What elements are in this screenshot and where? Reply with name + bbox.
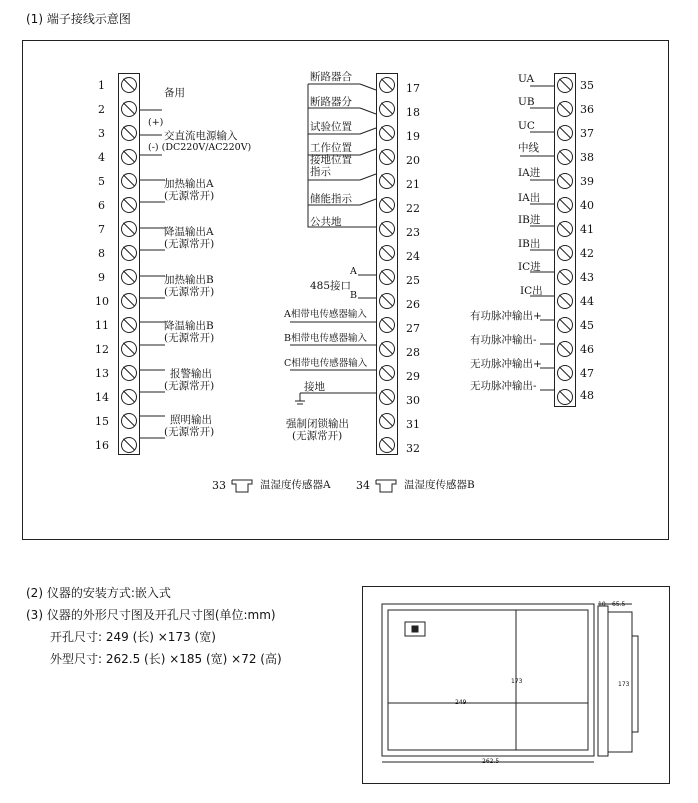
terminal-number: 2: [98, 103, 105, 116]
dim-flange: 10: [598, 601, 606, 608]
terminal-number: 13: [95, 367, 109, 380]
terminal-7: [119, 218, 139, 240]
terminal-1: [119, 74, 139, 96]
terminal-32: [377, 434, 397, 456]
label-b: B: [350, 290, 357, 301]
terminal-21: [377, 170, 397, 192]
dim-center-height: 173: [511, 678, 523, 685]
label-common: 公共地: [310, 216, 342, 228]
label-rs485: 485接口: [310, 280, 352, 292]
terminal-number: 3: [98, 127, 105, 140]
label-active-pulse-plus: 有功脉冲输出+: [470, 310, 542, 322]
terminal-22: [377, 194, 397, 216]
label-reactive-pulse-plus: 无功脉冲输出+: [470, 358, 542, 370]
terminal-20: [377, 146, 397, 168]
terminal-block-left: [118, 73, 140, 455]
terminal-number: 10: [95, 295, 109, 308]
terminal-number: 7: [98, 223, 105, 236]
terminal-number: 18: [406, 106, 420, 119]
label-no-source: (无源常开): [164, 238, 215, 250]
label-no-source: (无源常开): [164, 380, 215, 392]
terminal-47: [555, 362, 575, 384]
label-active-pulse-minus: 有功脉冲输出-: [470, 334, 537, 346]
terminal-number: 19: [406, 130, 420, 143]
terminal-number: 30: [406, 394, 420, 407]
terminal-27: [377, 314, 397, 336]
terminal-5: [119, 170, 139, 192]
terminal-25: [377, 266, 397, 288]
dim-depth: 65.5: [612, 601, 626, 608]
label-ib-out: IB出: [518, 238, 541, 250]
terminal-26: [377, 290, 397, 312]
terminal-13: [119, 362, 139, 384]
label-no-source: (无源常开): [164, 332, 215, 344]
terminal-number: 12: [95, 343, 109, 356]
label-ub: UB: [518, 96, 535, 108]
terminal-3: [119, 122, 139, 144]
terminal-number: 20: [406, 154, 420, 167]
terminal-number: 16: [95, 439, 109, 452]
sensor-a-label: 温湿度传感器A: [260, 479, 331, 491]
terminal-30: [377, 386, 397, 408]
terminal-number: 22: [406, 202, 420, 215]
dim-cutout-width: 249: [455, 699, 467, 706]
terminal-18: [377, 98, 397, 120]
terminal-number: 45: [580, 319, 594, 332]
wiring-heading: (1) 端子接线示意图: [26, 12, 131, 26]
label-ic-out: IC出: [520, 285, 543, 297]
label-work-pos: 工作位置: [310, 142, 352, 154]
terminal-44: [555, 290, 575, 312]
terminal-number: 46: [580, 343, 594, 356]
terminal-number: 42: [580, 247, 594, 260]
sensor-b-label: 温湿度传感器B: [404, 479, 475, 491]
terminal-48: [555, 386, 575, 408]
terminal-number: 28: [406, 346, 420, 359]
label-breaker-open: 断路器分: [310, 96, 352, 108]
label-lock-out: 强制闭锁输出: [286, 418, 349, 430]
terminal-45: [555, 314, 575, 336]
terminal-6: [119, 194, 139, 216]
terminal-9: [119, 266, 139, 288]
label-sensor-a: A相带电传感器输入: [284, 309, 367, 320]
label-ua: UA: [518, 73, 535, 85]
terminal-number: 43: [580, 271, 594, 284]
terminal-46: [555, 338, 575, 360]
terminal-number: 40: [580, 199, 594, 212]
terminal-number: 26: [406, 298, 420, 311]
label-breaker-close: 断路器合: [310, 71, 352, 83]
terminal-number: 1: [98, 79, 105, 92]
label-test-pos: 试验位置: [310, 121, 352, 133]
terminal-8: [119, 242, 139, 264]
label-power-in: 交直流电源输入: [164, 130, 238, 142]
terminal-number: 47: [580, 367, 594, 380]
terminal-block-right: [554, 73, 576, 407]
label-cool-a: 降温输出A: [164, 226, 214, 238]
terminal-number: 37: [580, 127, 594, 140]
install-heading: (2) 仪器的安装方式:嵌入式: [26, 586, 171, 600]
terminal-number: 21: [406, 178, 420, 191]
terminal-number: 6: [98, 199, 105, 212]
terminal-number: 24: [406, 250, 420, 263]
terminal-28: [377, 338, 397, 360]
label-ic-in: IC进: [518, 261, 541, 273]
terminal-23: [377, 218, 397, 240]
terminal-number: 5: [98, 175, 105, 188]
terminal-15: [119, 410, 139, 432]
terminal-number: 9: [98, 271, 105, 284]
terminal-41: [555, 218, 575, 240]
label-no-source: (无源常开): [292, 430, 343, 442]
label-light: 照明输出: [170, 414, 212, 426]
terminal-number: 11: [95, 319, 109, 332]
dim-side-height: 173: [618, 681, 630, 688]
label-ground: 接地: [304, 381, 325, 393]
label-uc: UC: [518, 120, 535, 132]
terminal-number: 4: [98, 151, 105, 164]
terminal-35: [555, 74, 575, 96]
cutout-size: 开孔尺寸: 249 (长) ×173 (宽): [50, 630, 216, 644]
terminal-number: 35: [580, 79, 594, 92]
terminal-block-middle: [376, 73, 398, 455]
terminal-24: [377, 242, 397, 264]
terminal-29: [377, 362, 397, 384]
terminal-number: 48: [580, 389, 594, 402]
terminal-number: 44: [580, 295, 594, 308]
terminal-36: [555, 98, 575, 120]
terminal-number: 36: [580, 103, 594, 116]
terminal-number: 27: [406, 322, 420, 335]
terminal-number: 17: [406, 82, 420, 95]
outer-size: 外型尺寸: 262.5 (长) ×185 (宽) ×72 (高): [50, 652, 282, 666]
terminal-37: [555, 122, 575, 144]
terminal-11: [119, 314, 139, 336]
label-heat-b: 加热输出B: [164, 274, 214, 286]
terminal-number: 41: [580, 223, 594, 236]
label-indicate: 指示: [310, 166, 331, 178]
terminal-number: 14: [95, 391, 109, 404]
terminal-43: [555, 266, 575, 288]
terminal-number: 29: [406, 370, 420, 383]
label-neutral: 中线: [518, 142, 539, 154]
label-spare: 备用: [164, 87, 185, 99]
terminal-number: 38: [580, 151, 594, 164]
terminal-number: 23: [406, 226, 420, 239]
terminal-2: [119, 98, 139, 120]
terminal-16: [119, 434, 139, 456]
label-reactive-pulse-minus: 无功脉冲输出-: [470, 380, 537, 392]
label-power-spec: (-) (DC220V/AC220V): [148, 142, 252, 153]
dims-heading: (3) 仪器的外形尺寸图及开孔尺寸图(单位:mm): [26, 608, 276, 622]
terminal-number: 15: [95, 415, 109, 428]
terminal-42: [555, 242, 575, 264]
terminal-40: [555, 194, 575, 216]
terminal-38: [555, 146, 575, 168]
terminal-number: 25: [406, 274, 420, 287]
label-plus: (+): [148, 117, 164, 128]
terminal-number: 31: [406, 418, 420, 431]
label-ib-in: IB进: [518, 214, 541, 226]
label-no-source: (无源常开): [164, 426, 215, 438]
label-sensor-c: C相带电传感器输入: [284, 358, 368, 369]
terminal-number: 32: [406, 442, 420, 455]
label-ia-in: IA进: [518, 167, 541, 179]
label-cool-b: 降温输出B: [164, 320, 214, 332]
sensor-a-number: 33: [212, 479, 226, 492]
label-no-source: (无源常开): [164, 286, 215, 298]
terminal-4: [119, 146, 139, 168]
label-ground-pos: 接地位置: [310, 154, 352, 166]
label-no-source: (无源常开): [164, 190, 215, 202]
label-alarm: 报警输出: [170, 368, 212, 380]
dim-outer-length: 262.5: [482, 758, 500, 765]
label-sensor-b: B相带电传感器输入: [284, 333, 367, 344]
terminal-10: [119, 290, 139, 312]
terminal-number: 39: [580, 175, 594, 188]
label-energy: 储能指示: [310, 193, 352, 205]
terminal-19: [377, 122, 397, 144]
sensor-b-number: 34: [356, 479, 370, 492]
label-a: A: [350, 266, 357, 277]
terminal-39: [555, 170, 575, 192]
terminal-12: [119, 338, 139, 360]
terminal-14: [119, 386, 139, 408]
terminal-17: [377, 74, 397, 96]
label-ia-out: IA出: [518, 192, 541, 204]
terminal-number: 8: [98, 247, 105, 260]
terminal-31: [377, 410, 397, 432]
label-heat-a: 加热输出A: [164, 178, 214, 190]
